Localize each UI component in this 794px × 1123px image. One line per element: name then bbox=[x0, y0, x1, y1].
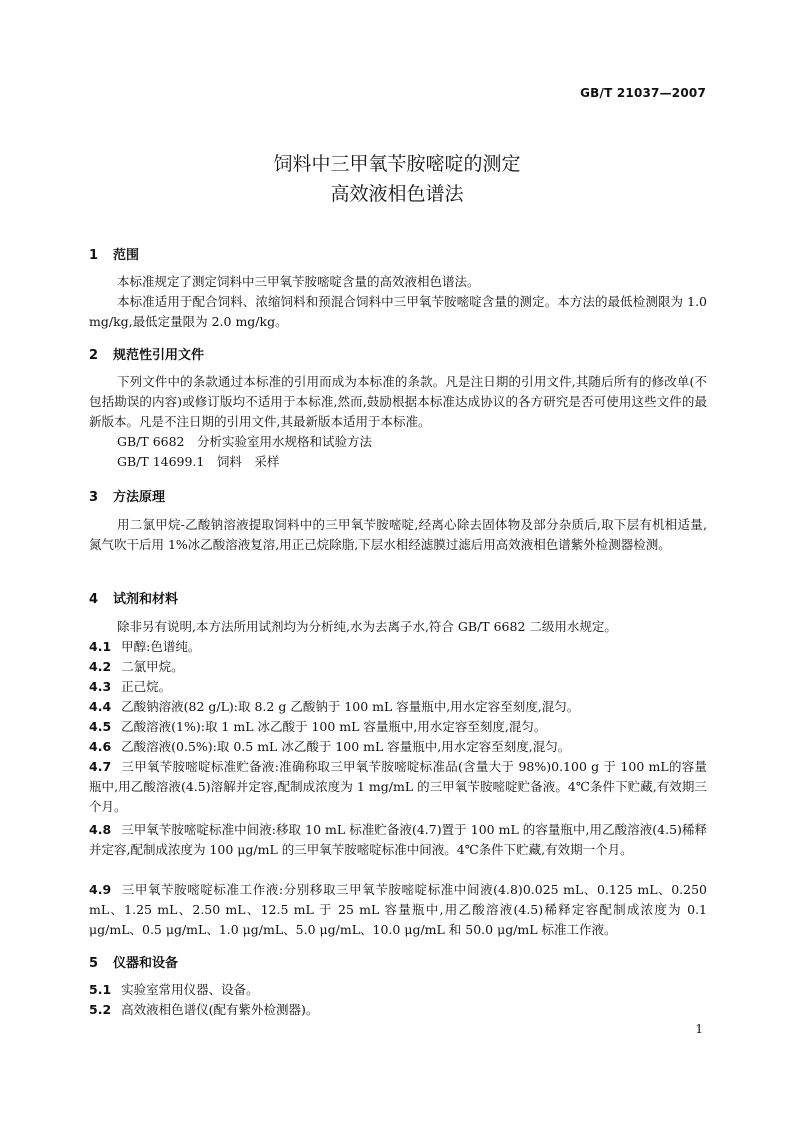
list-item bbox=[89, 757, 707, 817]
item-number: 4.2 bbox=[89, 659, 112, 674]
paragraph: 本标准规定了测定饲料中三甲氧苄胺嘧啶含量的高效液相色谱法。 bbox=[117, 274, 480, 289]
section-title: 仪器和设备 bbox=[113, 956, 179, 971]
section-heading-scope bbox=[89, 244, 139, 263]
item-text: 乙酸钠溶液(82 g/L):取 8.2 g 乙酸钠于 100 mL 容量瓶中,用水定容至刻度,混匀。 bbox=[121, 699, 580, 714]
section-number: 5 bbox=[89, 956, 99, 971]
item-text: 实验室常用仪器、设备。 bbox=[121, 982, 259, 997]
section-number: 3 bbox=[89, 490, 99, 505]
list-item bbox=[89, 657, 707, 677]
page-number: 1 bbox=[695, 1022, 703, 1036]
item-text: 三甲氧苄胺嘧啶标准贮备液:准确称取三甲氧苄胺嘧啶标准品(含量大于 98%)0.100 g 于 100 mL的容量瓶中,用乙酸溶液(4.5)溶解并定容,配制成浓度为 1 mg/mL 的三甲氧苄胺嘧啶贮备液。4℃条件下贮藏,有效期三个月。 bbox=[89, 759, 707, 814]
list-item bbox=[89, 820, 707, 860]
item-number: 5.1 bbox=[89, 982, 112, 997]
item-number: 5.2 bbox=[89, 1002, 112, 1017]
section-heading-reagents bbox=[89, 588, 178, 607]
item-number: 4.7 bbox=[89, 759, 112, 774]
section-title: 试剂和材料 bbox=[113, 592, 179, 607]
item-text: 正己烷。 bbox=[121, 679, 172, 694]
paragraph: 下列文件中的条款通过本标准的引用而成为本标准的条款。凡是注日期的引用文件,其随后所有的修改单(不包括勘误的内容)或修订版均不适用于本标准,然而,鼓励根据本标准达成协议的各方研究是否可使用这些文件的最新版本。凡是不注日期的引用文件,其最新版本适用于本标准。 bbox=[89, 374, 707, 429]
item-text: 乙酸溶液(0.5%):取 0.5 mL 冰乙酸于 100 mL 容量瓶中,用水定容至刻度,混匀。 bbox=[121, 739, 571, 754]
section-heading-principle bbox=[89, 486, 165, 505]
list-item bbox=[89, 697, 707, 717]
section-heading-normative-references bbox=[89, 344, 204, 363]
section-title: 范围 bbox=[113, 248, 140, 263]
item-number: 4.8 bbox=[89, 822, 112, 837]
paragraph: 用二氯甲烷-乙酸钠溶液提取饲料中的三甲氧苄胺嘧啶,经离心除去固体物及部分杂质后,取下层有机相适量,氮气吹干后用 1%冰乙酸溶液复溶,用正己烷除脂,下层水相经滤膜过滤后用高效液相色谱紫外检测器检测。 bbox=[89, 517, 707, 552]
item-text: 二氯甲烷。 bbox=[121, 659, 184, 674]
paragraph: 本标准适用于配合饲料、浓缩饲料和预混合饲料中三甲氧苄胺嘧啶含量的测定。本方法的最低检测限为 1.0 mg/kg,最低定量限为 2.0 mg/kg。 bbox=[89, 294, 707, 329]
item-text: 甲醇:色谱纯。 bbox=[121, 639, 201, 654]
document-code: GB/T 21037—2007 bbox=[580, 86, 706, 100]
section-number: 4 bbox=[89, 592, 99, 607]
section-number: 1 bbox=[89, 248, 99, 263]
item-number: 4.5 bbox=[89, 719, 112, 734]
list-item bbox=[89, 880, 707, 940]
list-item bbox=[89, 717, 707, 737]
item-text: 三甲氧苄胺嘧啶标准中间液:移取 10 mL 标准贮备液(4.7)置于 100 mL 的容量瓶中,用乙酸溶液(4.5)稀释并定容,配制成浓度为 100 μg/mL 的三甲氧苄胺嘧啶标准中间液。4℃条件下贮藏,有效期一个月。 bbox=[89, 822, 707, 857]
list-item bbox=[89, 737, 707, 757]
section-heading-apparatus bbox=[89, 952, 178, 971]
item-text: 三甲氧苄胺嘧啶标准工作液:分别移取三甲氧苄胺嘧啶标准中间液(4.8)0.025 mL、0.125 mL、0.250 mL、1.25 mL、2.50 mL、12.5 mL 于 25 mL 容量瓶中,用乙酸溶液(4.5)稀释定容配制成浓度为 0.1 μg/mL、0.5 μg/mL、1.0 μg/mL、5.0 μg/mL、10.0 μg/mL 和 50.0 μg/mL 标准工作液。 bbox=[89, 882, 707, 937]
list-item bbox=[89, 677, 707, 697]
reference-item: GB/T 14699.1 饲料 采样 bbox=[117, 454, 280, 469]
list-item bbox=[89, 637, 707, 657]
item-text: 乙酸溶液(1%):取 1 mL 冰乙酸于 100 mL 容量瓶中,用水定容至刻度,混匀。 bbox=[121, 719, 547, 734]
list-item bbox=[89, 980, 707, 1000]
section-title: 规范性引用文件 bbox=[113, 348, 205, 363]
list-item bbox=[89, 1000, 707, 1020]
item-number: 4.3 bbox=[89, 679, 112, 694]
reference-item: GB/T 6682 分析实验室用水规格和试验方法 bbox=[117, 434, 373, 449]
document-title: 饲料中三甲氧苄胺嘧啶的测定 bbox=[273, 153, 521, 175]
paragraph: 除非另有说明,本方法所用试剂均为分析纯,水为去离子水,符合 GB/T 6682 二级用水规定。 bbox=[117, 619, 617, 634]
item-number: 4.6 bbox=[89, 739, 112, 754]
document-subtitle: 高效液相色谱法 bbox=[330, 183, 464, 205]
item-number: 4.9 bbox=[89, 882, 112, 897]
item-number: 4.4 bbox=[89, 699, 112, 714]
section-title: 方法原理 bbox=[113, 490, 166, 505]
item-text: 高效液相色谱仪(配有紫外检测器)。 bbox=[121, 1002, 319, 1017]
item-number: 4.1 bbox=[89, 639, 112, 654]
section-number: 2 bbox=[89, 348, 99, 363]
